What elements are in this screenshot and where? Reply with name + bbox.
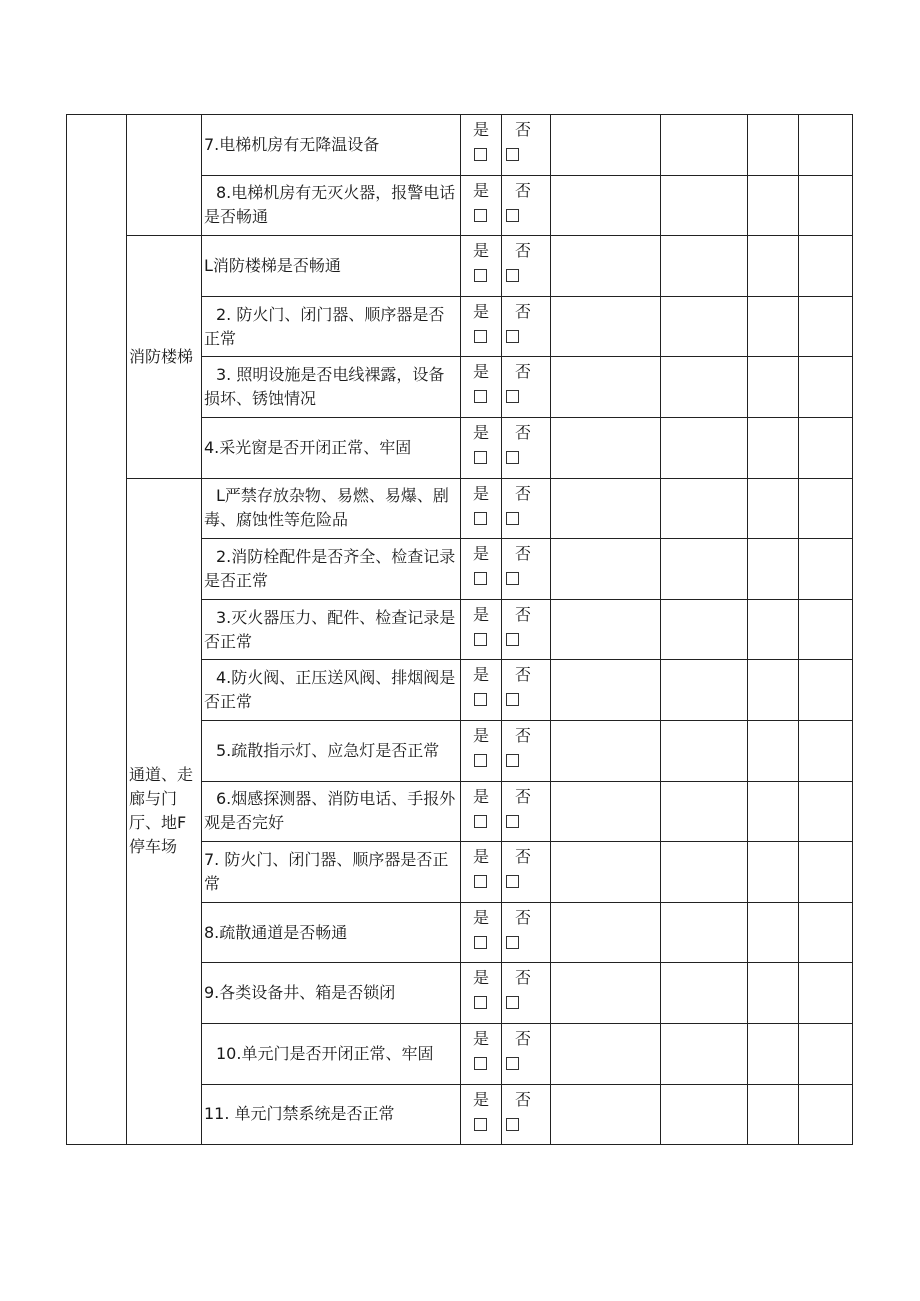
yes-checkbox[interactable] <box>474 633 487 646</box>
yes-checkbox[interactable] <box>474 572 487 585</box>
check-item-text: 4.防火阀、正压送风阀、排烟阀是否正常 <box>204 668 456 712</box>
no-option-cell <box>502 296 551 357</box>
check-item-text: 10.单元门是否开闭正常、牢固 <box>216 1043 434 1063</box>
yes-checkbox[interactable] <box>474 512 487 525</box>
yes-checkbox[interactable] <box>474 390 487 403</box>
check-item-cell <box>202 478 461 539</box>
yes-checkbox[interactable] <box>474 936 487 949</box>
no-checkbox[interactable] <box>506 451 519 464</box>
yes-checkbox[interactable] <box>474 996 487 1009</box>
blank-cell[interactable] <box>661 357 748 418</box>
blank-cell[interactable] <box>551 1084 661 1145</box>
area-cell <box>67 115 127 1145</box>
no-option-cell <box>502 417 551 478</box>
blank-cell[interactable] <box>748 539 799 600</box>
no-label: 否 <box>515 725 532 745</box>
no-checkbox[interactable] <box>506 633 519 646</box>
check-item-cell <box>202 175 461 236</box>
blank-cell[interactable] <box>799 599 853 660</box>
no-checkbox[interactable] <box>506 1118 519 1131</box>
blank-cell[interactable] <box>551 1023 661 1084</box>
no-option-cell <box>502 478 551 539</box>
blank-cell[interactable] <box>748 599 799 660</box>
yes-checkbox[interactable] <box>474 875 487 888</box>
check-item-cell <box>202 115 461 176</box>
blank-cell[interactable] <box>551 115 661 176</box>
blank-cell[interactable] <box>748 296 799 357</box>
no-label: 否 <box>515 483 532 503</box>
yes-label: 是 <box>473 604 490 624</box>
blank-cell[interactable] <box>799 902 853 963</box>
checklist-row <box>67 236 853 297</box>
inspection-checklist <box>66 114 852 1145</box>
no-label: 否 <box>515 1028 532 1048</box>
blank-cell[interactable] <box>661 296 748 357</box>
no-label: 否 <box>515 120 532 139</box>
blank-cell[interactable] <box>551 842 661 903</box>
blank-cell[interactable] <box>551 963 661 1024</box>
yes-option-cell <box>461 660 502 721</box>
yes-label: 是 <box>473 907 490 927</box>
no-checkbox[interactable] <box>506 936 519 949</box>
check-item-cell <box>202 720 461 781</box>
blank-cell[interactable] <box>661 417 748 478</box>
no-option-cell <box>502 115 551 176</box>
blank-cell[interactable] <box>799 842 853 903</box>
no-option-cell <box>502 175 551 236</box>
blank-cell[interactable] <box>551 236 661 297</box>
yes-label: 是 <box>473 422 490 442</box>
yes-option-cell <box>461 781 502 842</box>
blank-cell[interactable] <box>799 175 853 236</box>
category-cell: 消防楼梯 <box>127 236 202 478</box>
blank-cell[interactable] <box>661 478 748 539</box>
blank-cell[interactable] <box>748 175 799 236</box>
blank-cell[interactable] <box>661 902 748 963</box>
check-item-text: 7. 防火门、闭门器、顺序器是否正常 <box>204 849 449 893</box>
blank-cell[interactable] <box>551 539 661 600</box>
no-label: 否 <box>515 786 532 806</box>
blank-cell[interactable] <box>661 236 748 297</box>
yes-option-cell <box>461 902 502 963</box>
blank-cell[interactable] <box>799 236 853 297</box>
category-cell: 通道、走廊与门厅、地F停车场 <box>127 478 202 1145</box>
category-cell <box>127 115 202 236</box>
blank-cell[interactable] <box>799 357 853 418</box>
yes-option-cell <box>461 175 502 236</box>
yes-option-cell <box>461 963 502 1024</box>
yes-label: 是 <box>473 241 490 261</box>
no-label: 否 <box>515 1089 532 1109</box>
yes-checkbox[interactable] <box>474 451 487 464</box>
blank-cell[interactable] <box>799 963 853 1024</box>
check-item-text: 2.消防栓配件是否齐全、检查记录是否正常 <box>204 546 456 590</box>
blank-cell[interactable] <box>748 963 799 1024</box>
check-item-text: 2. 防火门、闭门器、顺序器是否正常 <box>204 304 445 348</box>
check-item-cell <box>202 781 461 842</box>
blank-cell[interactable] <box>799 1023 853 1084</box>
yes-label: 是 <box>473 1089 490 1109</box>
blank-cell[interactable] <box>799 660 853 721</box>
blank-cell[interactable] <box>661 720 748 781</box>
blank-cell[interactable] <box>551 296 661 357</box>
check-item-cell <box>202 236 461 297</box>
no-label: 否 <box>515 362 532 382</box>
no-label: 否 <box>515 907 532 927</box>
yes-option-cell <box>461 599 502 660</box>
no-label: 否 <box>515 241 532 261</box>
blank-cell[interactable] <box>551 478 661 539</box>
yes-label: 是 <box>473 180 490 200</box>
check-item-text: 3. 照明设施是否电线裸露，设备损坏、锈蚀情况 <box>204 365 445 409</box>
no-option-cell <box>502 1084 551 1145</box>
no-checkbox[interactable] <box>506 875 519 888</box>
checklist-table <box>66 114 853 1145</box>
yes-label: 是 <box>473 786 490 806</box>
blank-cell[interactable] <box>551 660 661 721</box>
blank-cell[interactable] <box>551 781 661 842</box>
blank-cell[interactable] <box>799 115 853 176</box>
check-item-text: 6.烟感探测器、消防电话、手报外观是否完好 <box>204 789 456 833</box>
checklist-row <box>67 115 853 176</box>
no-checkbox[interactable] <box>506 269 519 282</box>
yes-option-cell <box>461 539 502 600</box>
blank-cell[interactable] <box>799 539 853 600</box>
check-item-cell <box>202 357 461 418</box>
yes-option-cell <box>461 1023 502 1084</box>
yes-checkbox[interactable] <box>474 330 487 343</box>
no-checkbox[interactable] <box>506 390 519 403</box>
yes-checkbox[interactable] <box>474 1118 487 1131</box>
blank-cell[interactable] <box>799 1084 853 1145</box>
no-option-cell <box>502 781 551 842</box>
blank-cell[interactable] <box>661 599 748 660</box>
yes-option-cell <box>461 478 502 539</box>
yes-checkbox[interactable] <box>474 269 487 282</box>
no-checkbox[interactable] <box>506 330 519 343</box>
yes-checkbox[interactable] <box>474 1057 487 1070</box>
blank-cell[interactable] <box>661 781 748 842</box>
no-label: 否 <box>515 847 532 867</box>
blank-cell[interactable] <box>551 175 661 236</box>
blank-cell[interactable] <box>748 902 799 963</box>
blank-cell[interactable] <box>661 115 748 176</box>
blank-cell[interactable] <box>748 781 799 842</box>
blank-cell[interactable] <box>661 539 748 600</box>
check-item-text: 7.电梯机房有无降温设备 <box>204 134 380 154</box>
yes-checkbox[interactable] <box>474 693 487 706</box>
blank-cell[interactable] <box>748 842 799 903</box>
blank-cell[interactable] <box>799 417 853 478</box>
check-item-cell <box>202 963 461 1024</box>
blank-cell[interactable] <box>551 357 661 418</box>
no-label: 否 <box>515 422 532 442</box>
no-option-cell <box>502 842 551 903</box>
check-item-cell <box>202 1084 461 1145</box>
check-item-cell <box>202 296 461 357</box>
no-option-cell <box>502 1023 551 1084</box>
check-item-cell <box>202 660 461 721</box>
blank-cell[interactable] <box>661 175 748 236</box>
no-label: 否 <box>515 180 532 200</box>
check-item-cell <box>202 599 461 660</box>
no-checkbox[interactable] <box>506 693 519 706</box>
no-option-cell <box>502 599 551 660</box>
blank-cell[interactable] <box>748 236 799 297</box>
no-option-cell <box>502 902 551 963</box>
blank-cell[interactable] <box>661 660 748 721</box>
blank-cell[interactable] <box>551 599 661 660</box>
blank-cell[interactable] <box>551 417 661 478</box>
yes-label: 是 <box>473 301 490 321</box>
blank-cell[interactable] <box>551 720 661 781</box>
no-option-cell <box>502 720 551 781</box>
blank-cell[interactable] <box>661 1084 748 1145</box>
yes-option-cell <box>461 236 502 297</box>
yes-label: 是 <box>473 725 490 745</box>
blank-cell[interactable] <box>748 660 799 721</box>
yes-checkbox[interactable] <box>474 148 487 161</box>
yes-option-cell <box>461 417 502 478</box>
check-item-text: L严禁存放杂物、易燃、易爆、剧毒、腐蚀性等危险品 <box>204 486 449 530</box>
no-checkbox[interactable] <box>506 754 519 767</box>
no-checkbox[interactable] <box>506 1057 519 1070</box>
blank-cell[interactable] <box>748 417 799 478</box>
no-checkbox[interactable] <box>506 512 519 525</box>
blank-cell[interactable] <box>551 902 661 963</box>
check-item-text: 8.电梯机房有无灭火器，报警电话是否畅通 <box>204 183 456 227</box>
yes-label: 是 <box>473 120 490 139</box>
no-label: 否 <box>515 301 532 321</box>
yes-option-cell <box>461 842 502 903</box>
no-label: 否 <box>515 544 532 564</box>
no-option-cell <box>502 539 551 600</box>
check-item-cell <box>202 539 461 600</box>
check-item-text: 4.采光窗是否开闭正常、牢固 <box>204 437 412 457</box>
no-option-cell <box>502 236 551 297</box>
blank-cell[interactable] <box>799 781 853 842</box>
check-item-text: 5.疏散指示灯、应急灯是否正常 <box>216 740 440 760</box>
yes-checkbox[interactable] <box>474 209 487 222</box>
check-item-text: 8.疏散通道是否畅通 <box>204 922 348 942</box>
check-item-cell <box>202 1023 461 1084</box>
yes-option-cell <box>461 296 502 357</box>
yes-label: 是 <box>473 665 490 685</box>
check-item-cell <box>202 417 461 478</box>
blank-cell[interactable] <box>748 1023 799 1084</box>
check-item-text: 9.各类设备井、箱是否锁闭 <box>204 983 396 1003</box>
check-item-text: L消防楼梯是否畅通 <box>204 255 341 275</box>
yes-option-cell <box>461 357 502 418</box>
yes-label: 是 <box>473 483 490 503</box>
yes-label: 是 <box>473 544 490 564</box>
blank-cell[interactable] <box>661 963 748 1024</box>
yes-option-cell <box>461 720 502 781</box>
no-checkbox[interactable] <box>506 996 519 1009</box>
yes-checkbox[interactable] <box>474 754 487 767</box>
blank-cell[interactable] <box>748 115 799 176</box>
yes-label: 是 <box>473 362 490 382</box>
no-label: 否 <box>515 968 532 988</box>
no-option-cell <box>502 963 551 1024</box>
blank-cell[interactable] <box>748 357 799 418</box>
no-checkbox[interactable] <box>506 572 519 585</box>
blank-cell[interactable] <box>748 1084 799 1145</box>
no-checkbox[interactable] <box>506 148 519 161</box>
no-label: 否 <box>515 665 532 685</box>
blank-cell[interactable] <box>748 478 799 539</box>
blank-cell[interactable] <box>799 296 853 357</box>
blank-cell[interactable] <box>748 720 799 781</box>
yes-option-cell <box>461 115 502 176</box>
yes-label: 是 <box>473 847 490 867</box>
no-option-cell <box>502 357 551 418</box>
blank-cell[interactable] <box>799 720 853 781</box>
blank-cell[interactable] <box>799 478 853 539</box>
blank-cell[interactable] <box>661 842 748 903</box>
no-label: 否 <box>515 604 532 624</box>
check-item-text: 3.灭火器压力、配件、检查记录是否正常 <box>204 607 456 651</box>
yes-label: 是 <box>473 1028 490 1048</box>
check-item-cell <box>202 902 461 963</box>
yes-label: 是 <box>473 968 490 988</box>
no-option-cell <box>502 660 551 721</box>
check-item-text: 11. 单元门禁系统是否正常 <box>204 1104 395 1124</box>
checklist-row <box>67 478 853 539</box>
check-item-cell <box>202 842 461 903</box>
blank-cell[interactable] <box>661 1023 748 1084</box>
no-checkbox[interactable] <box>506 209 519 222</box>
yes-checkbox[interactable] <box>474 815 487 828</box>
no-checkbox[interactable] <box>506 815 519 828</box>
yes-option-cell <box>461 1084 502 1145</box>
